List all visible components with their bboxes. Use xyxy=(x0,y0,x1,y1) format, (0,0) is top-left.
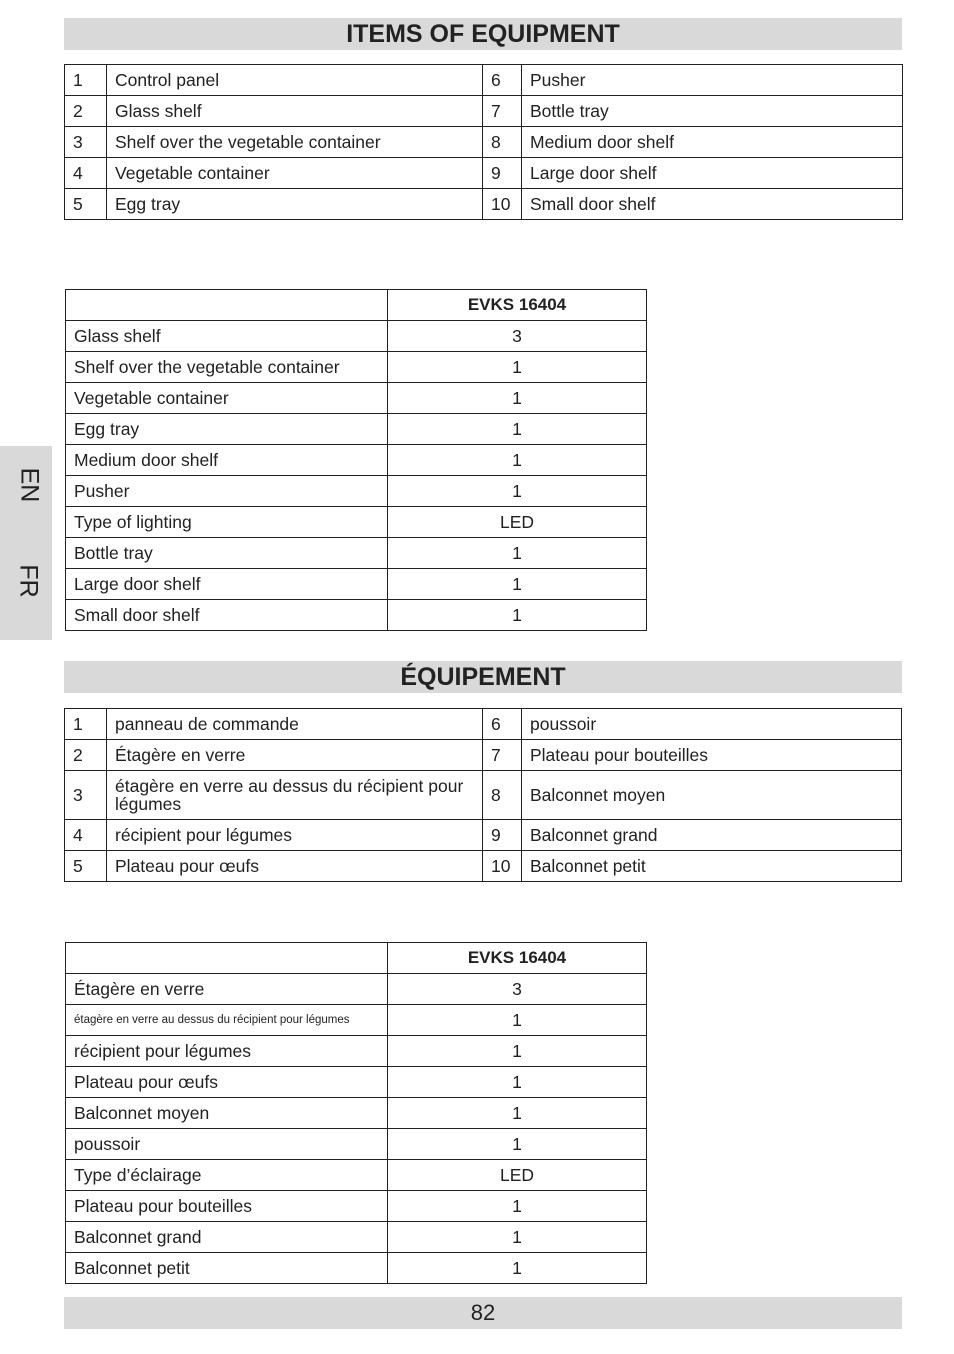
item-label: Balconnet petit xyxy=(522,851,902,882)
spec-name: récipient pour légumes xyxy=(66,1036,388,1067)
spec-name: Type of lighting xyxy=(66,507,388,538)
spec-value: 3 xyxy=(388,974,647,1005)
spec-name: Type d’éclairage xyxy=(66,1160,388,1191)
spec-value: 1 xyxy=(388,1253,647,1284)
table-row xyxy=(66,1129,647,1160)
item-number: 5 xyxy=(65,851,107,882)
table-row xyxy=(66,1005,647,1036)
item-label: poussoir xyxy=(522,709,902,740)
item-number: 6 xyxy=(483,709,522,740)
item-label: Control panel xyxy=(107,65,483,96)
spec-value: 1 xyxy=(388,383,647,414)
item-label: Egg tray xyxy=(107,189,483,220)
spec-name: Étagère en verre xyxy=(66,974,388,1005)
spec-header-empty xyxy=(66,943,388,974)
table-row xyxy=(65,771,902,820)
spec-name: Plateau pour œufs xyxy=(66,1067,388,1098)
table-row xyxy=(66,1253,647,1284)
language-side-tab xyxy=(0,446,52,640)
items-table-en xyxy=(64,64,903,220)
table-row xyxy=(66,538,647,569)
spec-value: 1 xyxy=(388,1067,647,1098)
table-row xyxy=(66,1098,647,1129)
item-number: 8 xyxy=(483,127,522,158)
item-number: 9 xyxy=(483,158,522,189)
table-row xyxy=(66,352,647,383)
item-number: 10 xyxy=(483,851,522,882)
table-header-row xyxy=(66,943,647,974)
table-row xyxy=(66,569,647,600)
table-row xyxy=(66,414,647,445)
spec-name: Bottle tray xyxy=(66,538,388,569)
spec-value: 1 xyxy=(388,1129,647,1160)
spec-value: 1 xyxy=(388,1005,647,1036)
item-number: 1 xyxy=(65,65,107,96)
item-label: Bottle tray xyxy=(522,96,903,127)
spec-name: Small door shelf xyxy=(66,600,388,631)
item-number: 6 xyxy=(483,65,522,96)
item-number: 3 xyxy=(65,127,107,158)
item-label: Étagère en verre xyxy=(107,740,483,771)
table-row xyxy=(65,127,903,158)
spec-model-header: EVKS 16404 xyxy=(388,290,647,321)
item-label: étagère en verre au dessus du récipient pour légumes xyxy=(107,771,483,820)
table-row xyxy=(65,158,903,189)
spec-name: Shelf over the vegetable container xyxy=(66,352,388,383)
item-label: Pusher xyxy=(522,65,903,96)
spec-value: 1 xyxy=(388,1222,647,1253)
table-row xyxy=(65,189,903,220)
item-number: 1 xyxy=(65,709,107,740)
spec-name: Pusher xyxy=(66,476,388,507)
spec-table-fr xyxy=(65,942,647,1284)
item-label: Small door shelf xyxy=(522,189,903,220)
table-row xyxy=(65,820,902,851)
spec-name: Egg tray xyxy=(66,414,388,445)
item-label: Glass shelf xyxy=(107,96,483,127)
spec-value: 1 xyxy=(388,569,647,600)
spec-model-header: EVKS 16404 xyxy=(388,943,647,974)
page-number: 82 xyxy=(64,1297,902,1329)
table-row xyxy=(66,1222,647,1253)
spec-name: Vegetable container xyxy=(66,383,388,414)
table-row xyxy=(65,65,903,96)
spec-name: Balconnet petit xyxy=(66,1253,388,1284)
table-row xyxy=(65,740,902,771)
item-number: 4 xyxy=(65,158,107,189)
table-row xyxy=(66,321,647,352)
items-table-fr xyxy=(64,708,902,882)
spec-value: 3 xyxy=(388,321,647,352)
spec-value: 1 xyxy=(388,352,647,383)
spec-name: Glass shelf xyxy=(66,321,388,352)
table-row xyxy=(66,1036,647,1067)
spec-name: Large door shelf xyxy=(66,569,388,600)
item-label: Plateau pour œufs xyxy=(107,851,483,882)
spec-value: LED xyxy=(388,1160,647,1191)
table-row xyxy=(66,600,647,631)
item-label: Plateau pour bouteilles xyxy=(522,740,902,771)
spec-value: 1 xyxy=(388,476,647,507)
spec-name: Plateau pour bouteilles xyxy=(66,1191,388,1222)
spec-name: Balconnet moyen xyxy=(66,1098,388,1129)
language-label-fr: FR xyxy=(14,564,43,598)
table-row xyxy=(65,96,903,127)
spec-name: étagère en verre au dessus du récipient pour légumes xyxy=(66,1005,388,1036)
spec-value: 1 xyxy=(388,445,647,476)
section-title-en: ITEMS OF EQUIPMENT xyxy=(64,18,902,50)
spec-value: 1 xyxy=(388,414,647,445)
item-label: récipient pour légumes xyxy=(107,820,483,851)
item-label: Shelf over the vegetable container xyxy=(107,127,483,158)
spec-header-empty xyxy=(66,290,388,321)
spec-name: Medium door shelf xyxy=(66,445,388,476)
spec-name: Balconnet grand xyxy=(66,1222,388,1253)
item-number: 9 xyxy=(483,820,522,851)
item-label: Balconnet moyen xyxy=(522,771,902,820)
table-row xyxy=(65,851,902,882)
item-label: Vegetable container xyxy=(107,158,483,189)
spec-value: LED xyxy=(388,507,647,538)
table-header-row xyxy=(66,290,647,321)
table-row xyxy=(66,1067,647,1098)
item-number: 2 xyxy=(65,96,107,127)
item-number: 7 xyxy=(483,96,522,127)
spec-name: poussoir xyxy=(66,1129,388,1160)
table-row xyxy=(66,383,647,414)
spec-table-en xyxy=(65,289,647,631)
table-row xyxy=(66,974,647,1005)
spec-value: 1 xyxy=(388,538,647,569)
table-row xyxy=(66,1160,647,1191)
spec-value: 1 xyxy=(388,1098,647,1129)
item-number: 3 xyxy=(65,771,107,820)
item-number: 2 xyxy=(65,740,107,771)
table-row xyxy=(66,1191,647,1222)
item-number: 8 xyxy=(483,771,522,820)
item-number: 5 xyxy=(65,189,107,220)
item-label: Large door shelf xyxy=(522,158,903,189)
item-number: 7 xyxy=(483,740,522,771)
spec-value: 1 xyxy=(388,600,647,631)
table-row xyxy=(66,507,647,538)
item-number: 10 xyxy=(483,189,522,220)
spec-value: 1 xyxy=(388,1036,647,1067)
table-row xyxy=(66,476,647,507)
section-title-fr: ÉQUIPEMENT xyxy=(64,661,902,693)
table-row xyxy=(65,709,902,740)
spec-value: 1 xyxy=(388,1191,647,1222)
item-number: 4 xyxy=(65,820,107,851)
item-label: panneau de commande xyxy=(107,709,483,740)
item-label: Balconnet grand xyxy=(522,820,902,851)
language-label-en: EN xyxy=(15,467,44,503)
item-label: Medium door shelf xyxy=(522,127,903,158)
table-row xyxy=(66,445,647,476)
